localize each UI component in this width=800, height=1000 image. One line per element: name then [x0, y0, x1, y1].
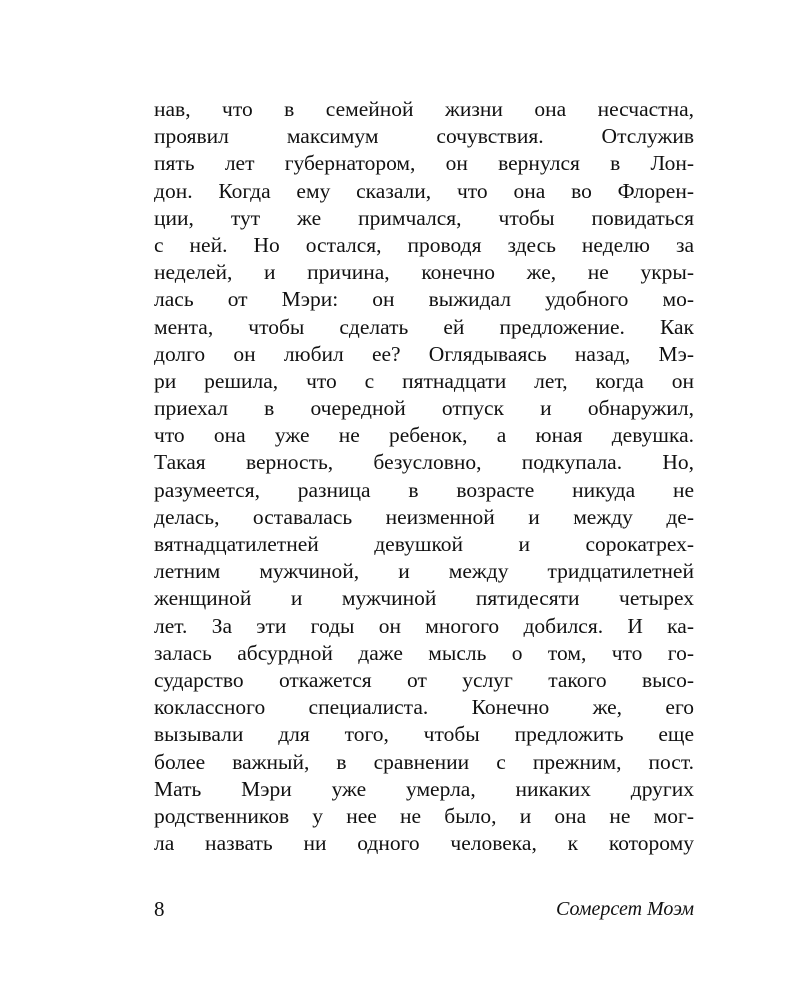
page-footer: [154, 894, 694, 924]
text-line: ри решила, что с пятнадцати лет, когда он: [154, 368, 694, 393]
text-line: дон. Когда ему сказали, что она во Флорен-: [154, 178, 694, 203]
text-line: коклассного специалиста. Конечно же, его: [154, 695, 694, 720]
text-line: Такая верность, безусловно, подкупала. Но,: [154, 450, 694, 475]
text-line: пять лет губернатором, он вернулся в Лон-: [154, 151, 694, 176]
running-footer-author: Сомерсет Моэм: [556, 898, 694, 920]
text-line: неделей, и причина, конечно же, не укры-: [154, 260, 694, 285]
text-line: мента, чтобы сделать ей предложение. Как: [154, 314, 694, 339]
page-number: 8: [154, 897, 165, 921]
text-line: вятнадцатилетней девушкой и сорокатрех-: [154, 532, 694, 556]
text-line: Мать Мэри уже умерла, никаких других: [154, 776, 694, 801]
text-line: ции, тут же примчался, чтобы повидаться: [154, 205, 694, 230]
text-line: с ней. Но остался, проводя здесь неделю за: [154, 232, 694, 257]
text-line: сударство откажется от услуг такого высо-: [154, 667, 694, 692]
text-line: нав, что в семейной жизни она несчастна,: [154, 97, 694, 121]
text-line: ла назвать ни одного человека, к которому: [154, 831, 694, 856]
text-line: разумеется, разница в возрасте никуда не: [154, 477, 694, 502]
text-line: лась от Мэри: он выжидал удобного мо-: [154, 287, 694, 312]
text-line: женщиной и мужчиной пятидесяти четырех: [154, 586, 694, 611]
text-line: вызывали для того, чтобы предложить еще: [154, 722, 694, 747]
text-line: летним мужчиной, и между тридцатилетней: [154, 559, 694, 584]
text-line: приехал в очередной отпуск и обнаружил,: [154, 396, 694, 421]
text-line: что она уже не ребенок, а юная девушка.: [154, 423, 694, 448]
text-line: более важный, в сравнении с прежним, пост.: [154, 749, 694, 774]
text-line: родственников у нее не было, и она не мог-: [154, 803, 694, 828]
text-line: залась абсурдной даже мысль о том, что го-: [154, 640, 694, 665]
text-line: проявил максимум сочувствия. Отслужив: [154, 124, 694, 149]
body-text: [154, 96, 694, 857]
text-line: долго он любил ее? Оглядываясь назад, Мэ-: [154, 341, 694, 366]
text-line: делась, оставалась неизменной и между де-: [154, 504, 694, 529]
text-line: лет. За эти годы он многого добился. И ка-: [154, 613, 694, 638]
